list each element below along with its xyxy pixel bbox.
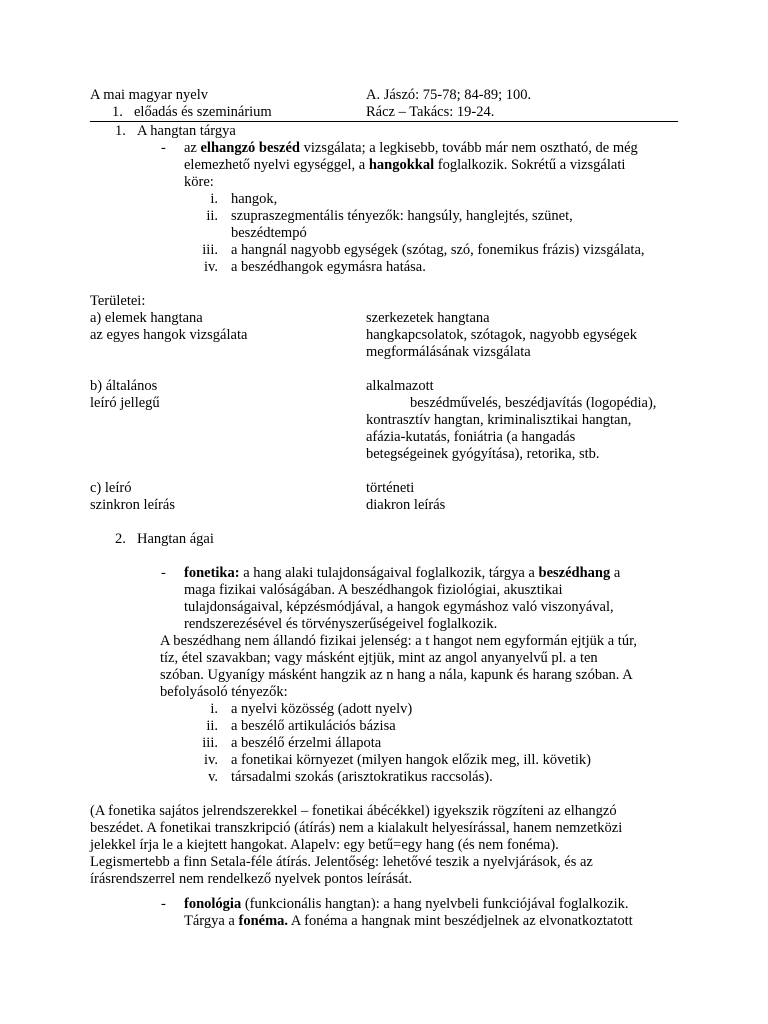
hangokkal-term: hangokkal — [368, 157, 435, 173]
paragraph-line: jelekkel írja le a kiejtett hangokat. Alapelv: egy betű=egy hang (és nem fonéma). — [90, 837, 559, 853]
list-item: hangok, — [231, 191, 278, 207]
section1-paragraph-line1: az elhangzó beszéd vizsgálata; a legkisebb, tovább már nem osztható, de még — [184, 140, 638, 156]
fonema-term: fonéma. — [238, 913, 289, 929]
list-item-number: i. — [210, 191, 218, 207]
fonologia-line2: Tárgya a fonéma. A fonéma a hangnak mint beszédjelnek az elvonatkoztatott — [184, 913, 633, 929]
section1-title: A hangtan tárgya — [137, 123, 236, 139]
fonetika-line4: rendszerezésével és törvényszerűségeivel foglalkozik. — [184, 616, 498, 632]
area-b-right-desc: beszédművelés, beszédjavítás (logopédia), — [410, 395, 657, 411]
section1-number: 1. — [115, 123, 126, 139]
list-item: beszédtempó — [231, 225, 307, 241]
area-b-right-title: alkalmazott — [366, 378, 434, 394]
area-b-right-desc: kontrasztív hangtan, kriminalisztikai hangtan, — [366, 412, 632, 428]
list-item-number: iv. — [204, 752, 218, 768]
list-item: a beszélő érzelmi állapota — [231, 735, 382, 751]
beszedhang-term: beszédhang — [538, 565, 611, 581]
areas-title: Területei: — [90, 293, 146, 309]
fonetika-dash: - — [161, 565, 166, 581]
area-b-left-title: b) általános — [90, 378, 158, 394]
lecture-number: 1. — [112, 104, 123, 120]
list-item-number: ii. — [206, 208, 218, 224]
header-divider — [90, 121, 678, 122]
list-item: a fonetikai környezet (milyen hangok előzik meg, ill. követik) — [231, 752, 591, 768]
area-b-left-desc: leíró jellegű — [90, 395, 160, 411]
section2-title: Hangtan ágai — [137, 531, 214, 547]
reference-racz-takacs: Rácz – Takács: 19-24. — [366, 104, 495, 120]
section2-number: 2. — [115, 531, 126, 547]
area-b-right-desc: betegségeinek gyógyítása), retorika, stb. — [366, 446, 600, 462]
list-item-number: iii. — [202, 735, 218, 751]
fonologia-line1: fonológia (funkcionális hangtan): a hang nyelvbeli funkciójával foglalkozik. — [184, 896, 629, 912]
area-a-left-desc: az egyes hangok vizsgálata — [90, 327, 248, 343]
elhangzo-beszed-term: elhangzó beszéd — [200, 140, 300, 156]
fonetika-line3: tulajdonságaival, képzésmódjával, a hangok egymáshoz való viszonyával, — [184, 599, 614, 615]
area-b-right-desc: afázia-kutatás, foniátria (a hangadás — [366, 429, 576, 445]
list-item: társadalmi szokás (arisztokratikus raccsolás). — [231, 769, 493, 785]
list-item: a hangnál nagyobb egységek (szótag, szó, fonemikus frázis) vizsgálata, — [231, 242, 645, 258]
paragraph-line: A beszédhang nem állandó fizikai jelenség: a t hangot nem egyformán ejtjük a túr, — [160, 633, 637, 649]
area-a-right-title: szerkezetek hangtana — [366, 310, 490, 326]
area-a-right-desc: hangkapcsolatok, szótagok, nagyobb egységek — [366, 327, 637, 343]
paragraph-line: (A fonetika sajátos jelrendszerekkel – fonetikai ábécékkel) igyekszik rögzíteni az elhangzó — [90, 803, 617, 819]
fonetika-line1: fonetika: a hang alaki tulajdonságaival foglalkozik, tárgya a beszédhang a — [184, 565, 621, 581]
area-c-left-desc: szinkron leírás — [90, 497, 175, 513]
paragraph-line: Legismertebb a finn Setala-féle átírás. Jelentőség: lehetővé teszik a nyelvjárások, és az — [90, 854, 593, 870]
list-item-number: ii. — [206, 718, 218, 734]
list-item: a beszédhangok egymásra hatása. — [231, 259, 426, 275]
paragraph-line: tíz, étel szavakban; vagy másként ejtjük, mint az angol anyanyelvű pl. a ten — [160, 650, 598, 666]
list-item-number: iii. — [202, 242, 218, 258]
paragraph-line: szóban. Ugyanígy másként hangzik az n hang a nála, kapunk és harang szóban. A — [160, 667, 633, 683]
paragraph-line: befolyásoló tényezők: — [160, 684, 288, 700]
fonologia-term: fonológia — [184, 896, 242, 912]
fonetika-term: fonetika: — [184, 565, 240, 581]
paragraph-line: beszédet. A fonetikai transzkripció (átírás) nem a kialakult helyesírással, hanem nemzetközi — [90, 820, 623, 836]
list-item: a beszélő artikulációs bázisa — [231, 718, 396, 734]
area-c-right-desc: diakron leírás — [366, 497, 446, 513]
list-item: a nyelvi közösség (adott nyelv) — [231, 701, 413, 717]
list-item: szupraszegmentális tényezők: hangsúly, hanglejtés, szünet, — [231, 208, 573, 224]
list-item-number: v. — [208, 769, 218, 785]
course-title: A mai magyar nyelv — [90, 87, 208, 103]
section1-paragraph-line2: elemezhető nyelvi egységgel, a hangokkal foglalkozik. Sokrétű a vizsgálati — [184, 157, 626, 173]
list-item-number: i. — [210, 701, 218, 717]
area-a-right-desc: megformálásának vizsgálata — [366, 344, 531, 360]
paragraph-line: írásrendszerrel nem rendelkező nyelvek pontos leírását. — [90, 871, 413, 887]
list-item-number: iv. — [204, 259, 218, 275]
section1-dash: - — [161, 140, 166, 156]
reference-jaszo: A. Jászó: 75-78; 84-89; 100. — [366, 87, 532, 103]
fonetika-line2: maga fizikai valóságában. A beszédhangok fiziológiai, akusztikai — [184, 582, 563, 598]
section1-paragraph-line3: köre: — [184, 174, 214, 190]
area-c-right-title: történeti — [366, 480, 415, 496]
area-a-left-title: a) elemek hangtana — [90, 310, 203, 326]
area-c-left-title: c) leíró — [90, 480, 132, 496]
lecture-subtitle: előadás és szeminárium — [134, 104, 272, 120]
fonologia-dash: - — [161, 896, 166, 912]
